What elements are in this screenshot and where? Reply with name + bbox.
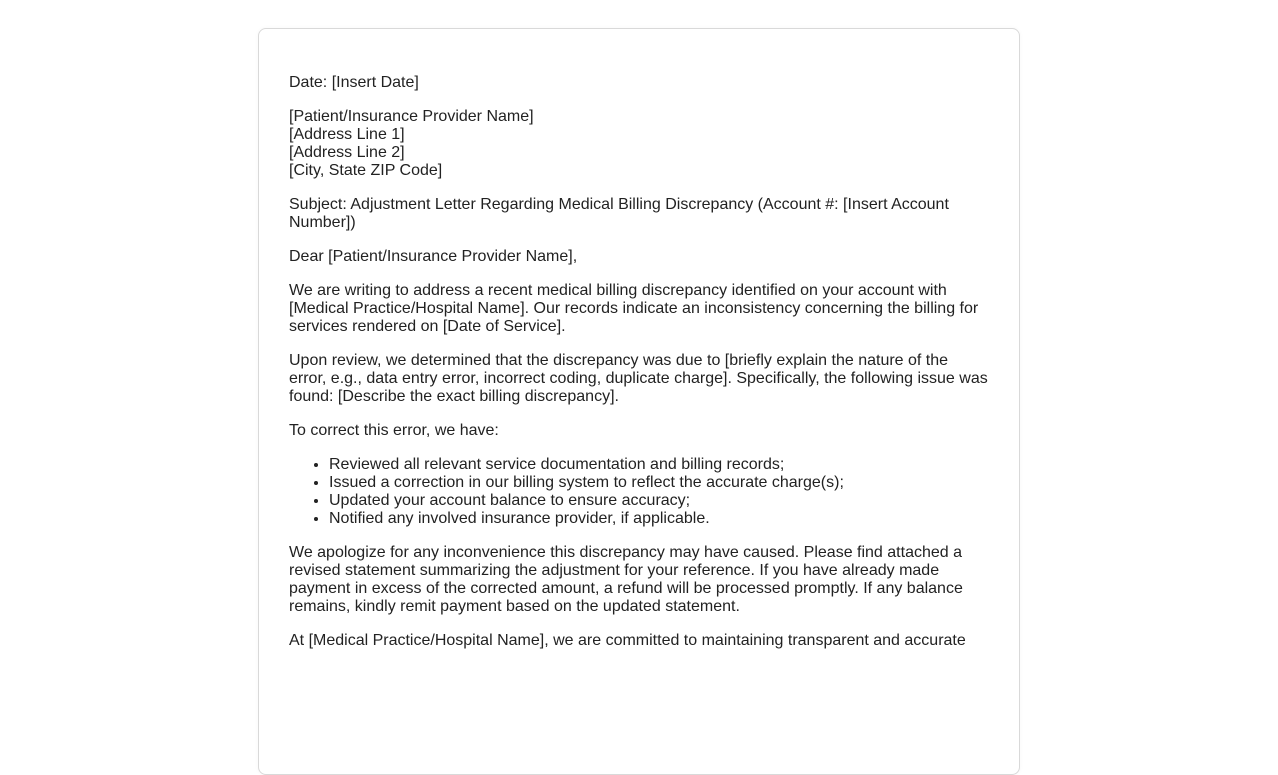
body-paragraph-apology: We apologize for any inconvenience this discrepancy may have caused. Please find attached a revised statement summarizing the adjustment for your reference. If you have already made payment in excess of the corrected amount, a refund will be processed promptly. If any balance remains, kindly remit payment based on the updated statement. — [289, 544, 963, 615]
address-line-2: [Address Line 2] — [289, 144, 405, 161]
date-line: Date: [Insert Date] — [289, 74, 419, 91]
body-paragraph-review: Upon review, we determined that the discrepancy was due to [briefly explain the nature of the error, e.g., data entry error, incorrect coding, duplicate charge]. Specifically, the following issue was found: [Describe the exact billing discrepancy]. — [289, 352, 988, 405]
list-item: • Reviewed all relevant service documentation and billing records; — [329, 456, 989, 474]
recipient-address — [289, 108, 989, 180]
body-paragraph-correction-intro: To correct this error, we have: — [289, 422, 499, 439]
list-item: • Notified any involved insurance provider, if applicable. — [329, 510, 989, 528]
city-state-zip: [City, State ZIP Code] — [289, 162, 443, 179]
corrective-actions-list — [289, 456, 989, 528]
list-item: • Issued a correction in our billing system to reflect the accurate charge(s); — [329, 474, 989, 492]
salutation: Dear [Patient/Insurance Provider Name], — [289, 248, 578, 265]
subject-line: Subject: Adjustment Letter Regarding Medical Billing Discrepancy (Account #: [Insert Account Number]) — [289, 196, 949, 231]
letter-card — [258, 28, 1020, 775]
body-paragraph-commitment: At [Medical Practice/Hospital Name], we are committed to maintaining transparent and accurate — [289, 632, 966, 649]
list-item: • Updated your account balance to ensure accuracy; — [329, 492, 989, 510]
address-line-1: [Address Line 1] — [289, 126, 405, 143]
recipient-name: [Patient/Insurance Provider Name] — [289, 108, 534, 125]
body-paragraph-intro: We are writing to address a recent medical billing discrepancy identified on your account with [Medical Practice/Hospital Name]. Our records indicate an inconsistency concerning the billing for services rendered on [Date of Service]. — [289, 282, 979, 335]
